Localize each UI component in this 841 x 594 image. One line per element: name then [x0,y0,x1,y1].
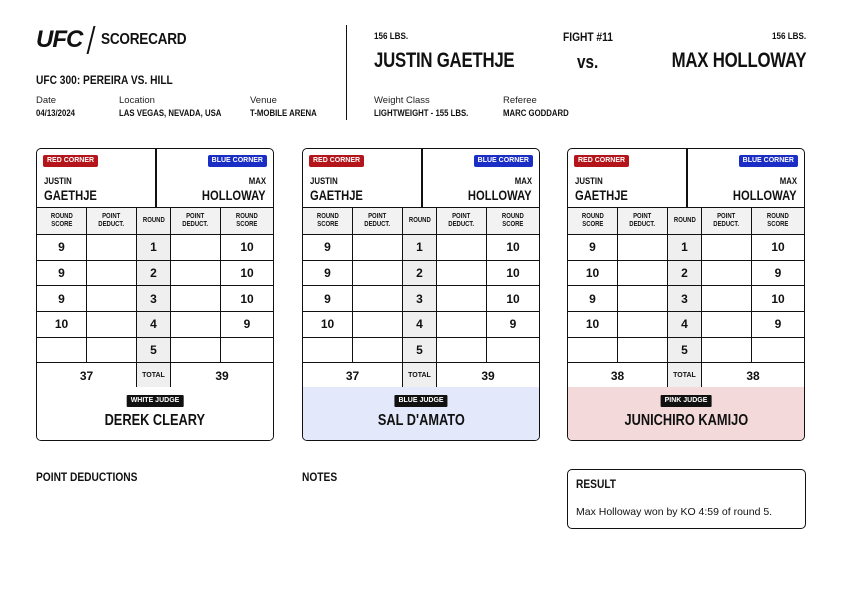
card-fighter-names [303,149,539,208]
scorecard-3 [567,148,805,441]
red-point-deduction [353,235,403,260]
judge-name: SAL D'AMATO [377,412,465,429]
round-number: 3 [150,291,157,306]
round-row [303,286,539,312]
blue-round-score: 10 [240,266,254,281]
red-point-deduction [353,286,403,311]
result-title: RESULT [576,477,617,491]
names-divider [421,149,423,208]
blue-point-deduction [171,286,221,311]
score-grid [37,208,273,389]
judge-area [568,387,804,440]
blue-round-score: 9 [509,317,517,332]
blue-fighter-name: MAX HOLLOWAY [671,49,806,72]
blue-point-deduction [437,261,487,286]
red-last-name: GAETHJE [44,187,97,203]
round-row [37,235,273,261]
total-row [303,363,539,389]
result-text: Max Holloway won by KO 4:59 of round 5. [576,506,773,518]
logo-divider [87,26,96,54]
grid-header [568,208,804,235]
blue-round-score: 10 [771,240,785,255]
logo-label: SCORECARD [101,31,187,48]
round-row [37,312,273,338]
red-point-deduct-header: POINT DEDUCT. [98,213,125,228]
round-number: 1 [150,240,157,255]
blue-corner-badge: BLUE CORNER [208,155,267,167]
logo-brand: UFC [36,26,83,53]
red-point-deduction [618,312,668,337]
scorecard-1 [36,148,274,441]
round-row [568,286,804,312]
round-row [37,286,273,312]
fight-number: FIGHT #11 [563,30,613,44]
blue-corner-badge: BLUE CORNER [474,155,533,167]
location-value: LAS VEGAS, NEVADA, USA [119,108,222,119]
red-point-deduction [353,261,403,286]
event-title: UFC 300: PEREIRA VS. HILL [36,73,173,87]
round-number: 3 [416,291,423,306]
round-number: 1 [681,240,688,255]
red-point-deduct-header: POINT DEDUCT. [364,213,391,228]
date-label: Date [36,95,57,106]
score-grid [568,208,804,389]
red-round-score: 10 [585,266,600,281]
total-row [37,363,273,389]
blue-point-deduct-header: POINT DEDUCT. [448,213,475,228]
blue-round-score: 10 [506,291,520,306]
red-point-deduction [618,286,668,311]
red-first-name: JUSTIN [44,176,72,187]
total-label: TOTAL [673,372,696,380]
round-row [568,235,804,261]
judge-area [37,387,273,440]
red-first-name: JUSTIN [575,176,603,187]
red-round-score: 10 [585,317,600,332]
judge-name: JUNICHIRO KAMIJO [624,412,748,429]
names-divider [155,149,157,208]
judge-area [303,387,539,440]
blue-point-deduction [702,286,752,311]
weight-class-value: LIGHTWEIGHT - 155 LBS. [374,108,469,119]
round-row [303,235,539,261]
card-fighter-names [568,149,804,208]
red-round-score: 10 [320,317,335,332]
round-row [568,261,804,287]
grid-header [37,208,273,235]
red-point-deduction [618,235,668,260]
red-total: 38 [610,368,625,383]
red-point-deduction [618,261,668,286]
round-number: 4 [681,317,688,332]
judge-badge: WHITE JUDGE [127,395,184,407]
blue-total: 38 [746,368,760,383]
blue-round-score: 10 [771,291,785,306]
blue-round-score: 9 [243,317,251,332]
round-row [303,261,539,287]
blue-point-deduction [171,261,221,286]
round-row [568,312,804,338]
judge-name-wrap [303,412,539,430]
venue-label: Venue [250,95,277,106]
notes-title: NOTES [302,470,338,484]
round-header: ROUND [408,217,431,224]
red-round-score: 9 [324,240,331,255]
round-number: 5 [150,343,157,358]
red-round-score-header: ROUND SCORE [50,213,73,228]
blue-round-score: 10 [506,266,520,281]
blue-first-name: MAX [779,176,797,187]
red-last-name: GAETHJE [575,187,628,203]
blue-point-deduction [437,235,487,260]
round-number: 2 [150,266,157,281]
venue-value: T-MOBILE ARENA [250,108,317,119]
round-number: 4 [416,317,423,332]
round-row [568,338,804,364]
round-number: 3 [681,291,688,306]
blue-round-score-header: ROUND SCORE [236,213,258,228]
blue-weight: 156 LBS. [771,31,806,42]
red-last-name: GAETHJE [310,187,363,203]
blue-point-deduct-header: POINT DEDUCT. [713,213,740,228]
judge-name: DEREK CLEARY [104,412,206,429]
red-round-score: 9 [589,291,596,306]
round-header: ROUND [142,217,165,224]
red-point-deduction [618,338,668,363]
blue-last-name: HOLLOWAY [733,187,797,203]
blue-round-score: 9 [774,266,782,281]
blue-point-deduction [437,338,487,363]
blue-point-deduction [702,338,752,363]
vs-label: vs. [577,52,599,72]
judge-name-wrap [568,412,804,430]
scorecard-2 [302,148,540,441]
round-row [37,261,273,287]
red-round-score: 9 [324,266,331,281]
red-point-deduct-header: POINT DEDUCT. [629,213,656,228]
red-point-deduction [353,312,403,337]
red-point-deduction [353,338,403,363]
names-divider [686,149,688,208]
red-point-deduction [87,286,137,311]
blue-point-deduction [437,286,487,311]
blue-round-score: 9 [774,317,782,332]
blue-round-score-header: ROUND SCORE [502,213,524,228]
round-number: 2 [416,266,423,281]
red-point-deduction [87,338,137,363]
blue-first-name: MAX [248,176,266,187]
weight-class-label: Weight Class [374,95,430,106]
blue-round-score: 10 [240,291,254,306]
blue-point-deduction [171,312,221,337]
red-total: 37 [345,368,360,383]
round-row [37,338,273,364]
red-corner-badge: RED CORNER [309,155,364,167]
score-grid [303,208,539,389]
red-point-deduction [87,261,137,286]
blue-last-name: HOLLOWAY [468,187,532,203]
blue-round-score-header: ROUND SCORE [767,213,789,228]
blue-point-deduct-header: POINT DEDUCT. [182,213,209,228]
round-row [303,312,539,338]
red-fighter-name: JUSTIN GAETHJE [374,49,515,72]
round-header: ROUND [673,217,696,224]
result-box [567,469,806,529]
grid-header [303,208,539,235]
red-round-score: 9 [58,291,65,306]
date-value: 04/13/2024 [36,108,75,119]
red-round-score-header: ROUND SCORE [581,213,604,228]
blue-corner-badge: BLUE CORNER [739,155,798,167]
total-label: TOTAL [408,372,431,380]
red-round-score-header: ROUND SCORE [316,213,339,228]
red-point-deduction [87,235,137,260]
judge-badge: BLUE JUDGE [394,395,447,407]
red-round-score: 10 [54,317,69,332]
round-number: 1 [416,240,423,255]
judge-name-wrap [37,412,273,430]
point-deductions-title: POINT DEDUCTIONS [36,470,138,484]
blue-point-deduction [171,235,221,260]
ufc-logo [36,26,202,54]
red-point-deduction [87,312,137,337]
round-number: 2 [681,266,688,281]
blue-point-deduction [702,261,752,286]
header-divider [346,25,347,120]
referee-value: MARC GODDARD [503,108,569,119]
red-total: 37 [79,368,94,383]
blue-point-deduction [171,338,221,363]
red-round-score: 9 [58,240,65,255]
location-label: Location [119,95,155,106]
total-label: TOTAL [142,372,165,380]
card-fighter-names [37,149,273,208]
blue-point-deduction [702,235,752,260]
referee-label: Referee [503,95,537,106]
red-round-score: 9 [589,240,596,255]
red-corner-badge: RED CORNER [43,155,98,167]
red-round-score: 9 [58,266,65,281]
round-number: 5 [681,343,688,358]
round-row [303,338,539,364]
total-row [568,363,804,389]
round-number: 5 [416,343,423,358]
blue-round-score: 10 [506,240,520,255]
blue-total: 39 [215,368,229,383]
blue-round-score: 10 [240,240,254,255]
red-round-score: 9 [324,291,331,306]
blue-last-name: HOLLOWAY [202,187,266,203]
blue-first-name: MAX [514,176,532,187]
blue-point-deduction [702,312,752,337]
red-weight: 156 LBS. [374,31,409,42]
judge-badge: PINK JUDGE [661,395,712,407]
red-corner-badge: RED CORNER [574,155,629,167]
red-first-name: JUSTIN [310,176,338,187]
blue-point-deduction [437,312,487,337]
blue-total: 39 [481,368,495,383]
round-number: 4 [150,317,157,332]
